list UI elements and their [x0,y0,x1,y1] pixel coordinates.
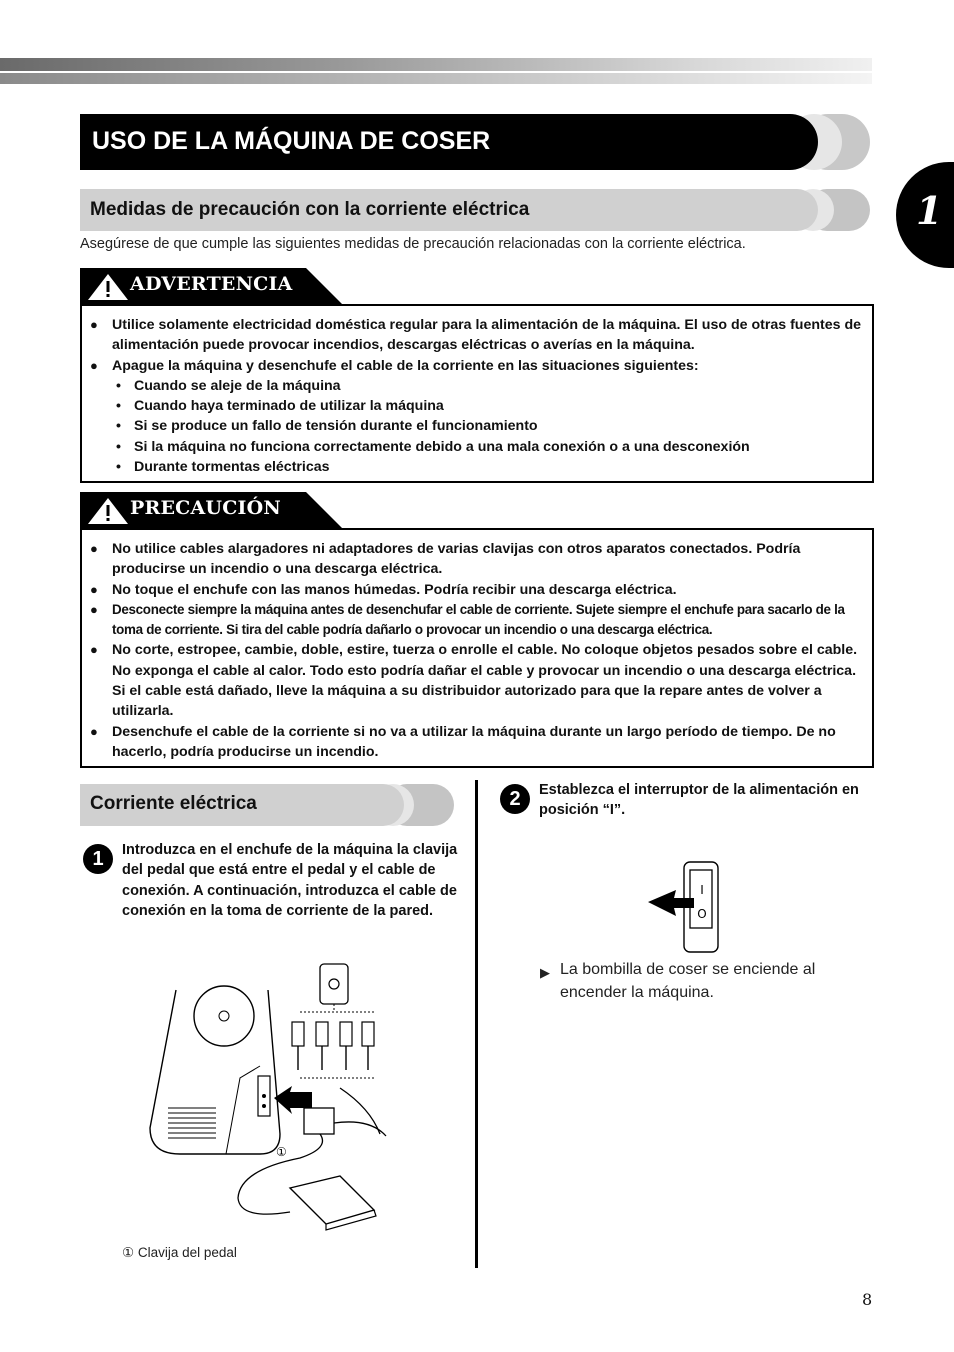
warning-label [80,268,342,304]
pedal-plug [304,1108,334,1134]
page-number: 8 [862,1290,873,1309]
figure-caption: ① Clavija del pedal [122,1245,237,1260]
warning-subitem: • Cuando haya terminado de utilizar la máquina [82,396,872,416]
warning-item: ● Apague la máquina y desenchufe el cable de la corriente en las situaciones siguientes: [82,356,872,376]
result-text [540,958,880,1004]
warning-subitem: • Si la máquina no funciona correctamente debido a una mala conexión o a una desconexión [82,437,872,457]
step-2-text: Establezca el interruptor de la alimentación en posición “I”. [539,782,859,819]
warning-box [80,304,874,483]
switch-on-label: I [700,883,704,897]
chapter-tab [896,162,954,268]
caution-label-text: PRECAUCIÓN [130,497,281,519]
page-title-bar [80,114,818,170]
result-label: La bombilla de coser se enciende al encender la máquina. [560,961,816,1001]
subsection-heading: Corriente eléctrica [90,793,257,814]
warning-item: ● Utilice solamente electricidad doméstica regular para la alimentación de la máquina. El uso de otras fuentes de alimentación puede provocar incendios, descargas eléctricas o averías en la máquina. [82,315,872,356]
step-1-text: Introduzca en el enchufe de la máquina la clavija del pedal que está entre el pedal y el cable de conexión. A continuación, introduzca el cable de conexión en la toma de corriente de la pared. [122,842,458,919]
warning-subitem: • Cuando se aleje de la máquina [82,376,872,396]
caution-box [80,528,874,768]
caution-label [80,492,342,528]
wall-outlet [320,964,348,1004]
page-title: USO DE LA MÁQUINA DE COSER [92,127,491,155]
warning-subitem: • Durante tormentas eléctricas [82,457,872,477]
step-1-number: 1 [83,844,113,874]
header-stripes [0,58,872,86]
switch-off-label: O [697,907,707,921]
caution-item: ● Desconecte siempre la máquina antes de desenchufar el cable de corriente. Sujete siempre el enchufe para sacarlo de la toma de corriente. Si tira del cable podría dañarlo o provocar un incendio o una descarga eléctrica. [82,600,872,641]
warning-label-text: ADVERTENCIA [130,273,293,295]
chapter-number: 1 [916,188,943,233]
step-2-number: 2 [500,784,530,814]
result-arrow-icon: ▶ [540,965,550,980]
caution-item: ● No toque el enchufe con las manos húmedas. Podría recibir una descarga eléctrica. [82,580,872,600]
section-heading-bar [80,189,818,231]
callout-1: ① [276,1145,287,1159]
section-heading: Medidas de precaución con la corriente eléctrica [90,199,530,220]
caution-item: ● No utilice cables alargadores ni adaptadores de varias clavijas con otros aparatos conectados. Podría producirse un incendio o una descarga eléctrica. [82,539,872,580]
power-switch-illustration [646,858,726,954]
sewing-machine-illustration [140,958,390,1238]
subsection-heading-bar [80,784,404,826]
handwheel [194,986,254,1046]
foot-pedal [290,1176,374,1224]
section-intro: Asegúrese de que cumple las siguientes medidas de precaución relacionadas con la corriente eléctrica. [80,236,746,252]
warning-subitem: • Si se produce un fallo de tensión durante el funcionamiento [82,416,872,436]
caution-item: ● No corte, estropee, cambie, doble, estire, tuerza o enrolle el cable. No coloque objetos pesados sobre el cable. No exponga el cable al calor. Todo esto podría dañar el cable y provocar un incendio o una descarga eléctrica. Si el cable está dañado, lleve la máquina a su distribuidor autorizado para que la repare antes de volver a utilizarla. [82,640,872,721]
caution-item: ● Desenchufe el cable de la corriente si no va a utilizar la máquina durante un largo período de tiempo. De no hacerlo, podría producirse un incendio. [82,722,872,763]
column-divider [475,780,478,1268]
